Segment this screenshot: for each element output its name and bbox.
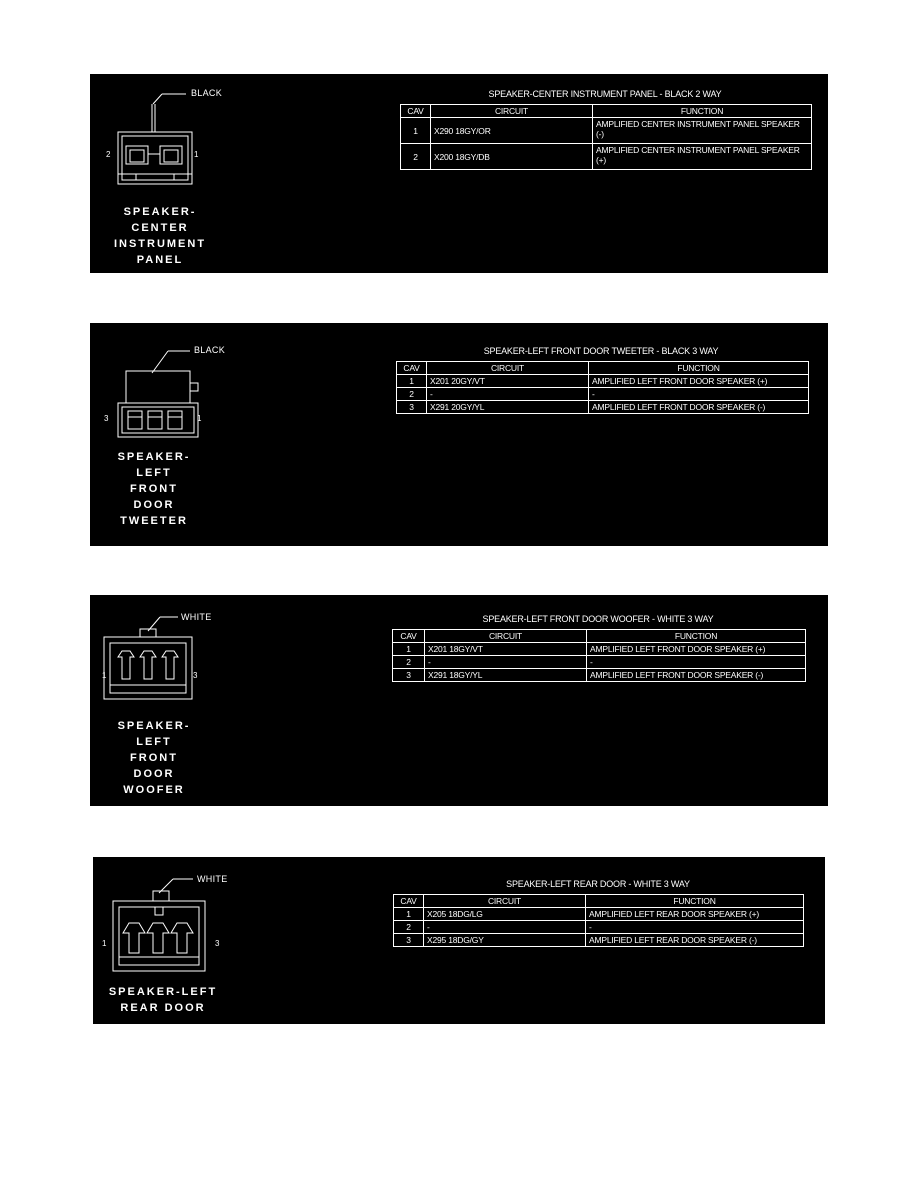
connector-panel-lf-tweeter [90,323,828,546]
table-row [401,118,812,144]
cell-function: - [586,921,804,934]
table-header-row [394,895,804,908]
cell-function: - [589,388,809,401]
cell-function: AMPLIFIED LEFT REAR DOOR SPEAKER (-) [586,934,804,947]
cavity-table [392,629,806,682]
header-circuit: CIRCUIT [431,105,593,118]
cell-circuit: X291 20GY/YL [427,401,589,414]
table-row [393,656,806,669]
cell-circuit: X295 18DG/GY [424,934,586,947]
header-circuit: CIRCUIT [427,362,589,375]
wire-color-label: BLACK [194,345,226,355]
cell-function: AMPLIFIED LEFT FRONT DOOR SPEAKER (+) [587,643,806,656]
table-row [397,401,809,414]
cell-circuit: - [424,921,586,934]
connector-drawing-center [90,74,290,194]
connector-panel-lr-door [93,857,825,1024]
table-title: SPEAKER-CENTER INSTRUMENT PANEL - BLACK 2 WAY [488,89,722,99]
cell-circuit: - [427,388,589,401]
cell-function: AMPLIFIED CENTER INSTRUMENT PANEL SPEAKER (-) [593,118,812,144]
cavity-table [396,361,809,414]
cell-circuit: X205 18DG/LG [424,908,586,921]
pin-number-right: 1 [197,414,202,423]
connector-drawing-lr-door [93,857,293,977]
cavity-table [400,104,812,170]
cell-cav: 3 [393,669,425,682]
header-circuit: CIRCUIT [425,630,587,643]
cell-cav: 1 [401,118,431,144]
pin-number-right: 1 [194,150,199,159]
cell-circuit: - [425,656,587,669]
table-row [397,388,809,401]
cell-circuit: X201 18GY/VT [425,643,587,656]
cell-function: AMPLIFIED LEFT FRONT DOOR SPEAKER (-) [589,401,809,414]
connector-title: SPEAKER-LEFT REAR DOOR [108,986,218,1014]
cell-cav: 1 [393,643,425,656]
connector-title: SPEAKER- LEFT FRONT DOOR WOOFER [117,720,191,796]
cell-cav: 1 [394,908,424,921]
header-cav: CAV [397,362,427,375]
cell-function: AMPLIFIED LEFT FRONT DOOR SPEAKER (+) [589,375,809,388]
header-cav: CAV [393,630,425,643]
cell-function: - [587,656,806,669]
header-cav: CAV [394,895,424,908]
cell-circuit: X291 18GY/YL [425,669,587,682]
wire-color-label: WHITE [181,612,212,622]
cell-circuit: X200 18GY/DB [431,144,593,170]
header-function: FUNCTION [586,895,804,908]
table-row [393,669,806,682]
table-title: SPEAKER-LEFT FRONT DOOR WOOFER - WHITE 3 WAY [482,614,714,624]
connector-panel-center [90,74,828,273]
pin-number-left: 1 [102,671,107,680]
cell-cav: 2 [397,388,427,401]
cell-cav: 2 [401,144,431,170]
cavity-table [393,894,804,947]
header-function: FUNCTION [589,362,809,375]
table-row [394,908,804,921]
cell-circuit: X201 20GY/VT [427,375,589,388]
table-header-row [393,630,806,643]
table-row [393,643,806,656]
header-function: FUNCTION [587,630,806,643]
table-header-row [397,362,809,375]
wire-color-label: WHITE [197,874,228,884]
table-row [394,934,804,947]
table-row [394,921,804,934]
table-header-row [401,105,812,118]
cell-function: AMPLIFIED CENTER INSTRUMENT PANEL SPEAKER (+) [593,144,812,170]
connector-drawing-lf-tweeter [90,323,290,443]
connector-title: SPEAKER- LEFT FRONT DOOR TWEETER [117,451,191,527]
connector-title: SPEAKER- CENTER INSTRUMENT PANEL [113,206,207,266]
header-circuit: CIRCUIT [424,895,586,908]
cell-cav: 2 [394,921,424,934]
table-row [401,144,812,170]
header-cav: CAV [401,105,431,118]
cell-cav: 3 [397,401,427,414]
pin-number-right: 3 [193,671,198,680]
wire-color-label: BLACK [191,88,223,98]
connector-panel-lf-woofer [90,595,828,806]
cell-cav: 3 [394,934,424,947]
table-row [397,375,809,388]
cell-circuit: X290 18GY/OR [431,118,593,144]
pin-number-left: 3 [104,414,109,423]
cell-cav: 2 [393,656,425,669]
pin-number-left: 1 [102,939,107,948]
pin-number-left: 2 [106,150,111,159]
cell-function: AMPLIFIED LEFT FRONT DOOR SPEAKER (-) [587,669,806,682]
cell-cav: 1 [397,375,427,388]
table-title: SPEAKER-LEFT FRONT DOOR TWEETER - BLACK 3 WAY [483,346,719,356]
cell-function: AMPLIFIED LEFT REAR DOOR SPEAKER (+) [586,908,804,921]
pin-number-right: 3 [215,939,220,948]
header-function: FUNCTION [593,105,812,118]
table-title: SPEAKER-LEFT REAR DOOR - WHITE 3 WAY [506,879,690,889]
